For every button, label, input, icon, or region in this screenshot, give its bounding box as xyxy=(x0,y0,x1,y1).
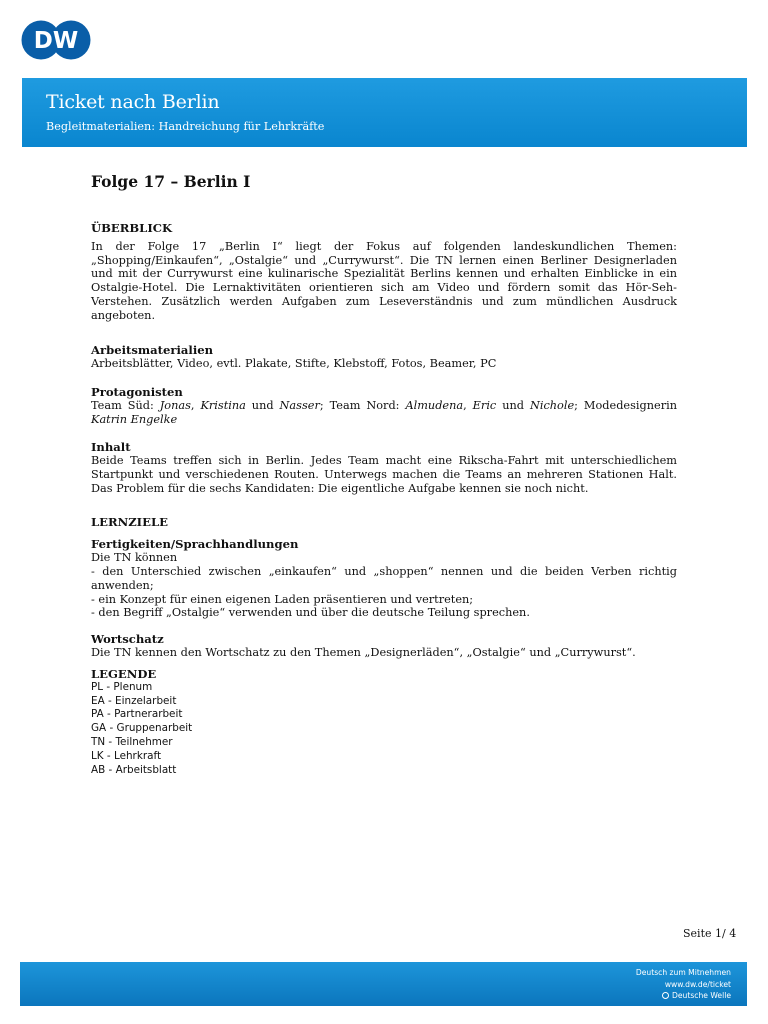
name-kristina: Kristina xyxy=(200,398,246,412)
materials-heading: Arbeitsmaterialien xyxy=(91,343,214,358)
skill-item: - den Begriff „Ostalgie“ verwenden und über die deutsche Teilung sprechen. xyxy=(91,606,530,620)
footer-brand-label: Deutsche Welle xyxy=(672,991,731,1000)
footer-brand xyxy=(636,990,731,1002)
content-text: Beide Teams treffen sich in Berlin. Jedes Team macht eine Rikscha-Fahrt mit unterschiedlichem Startpunkt und verschiedenen Routen. Unterwegs machen die Teams an mehreren Stationen Halt. Das Problem für die sechs Kandidaten: Die eigentliche Aufgabe kennen sie noch nicht. xyxy=(91,454,677,495)
dw-logo xyxy=(20,19,92,61)
footer-url[interactable]: www.dw.de/ticket xyxy=(664,979,731,989)
protagonists-block xyxy=(91,385,677,426)
legend-item: TN - Teilnehmer xyxy=(91,736,173,749)
name-almudena: Almudena xyxy=(405,398,464,412)
legend-item: PL - Plenum xyxy=(91,680,153,693)
legend-block xyxy=(91,667,677,778)
vocab-text: Die TN kennen den Wortschatz zu den Themen „Designerläden“, „Ostalgie“ und „Currywurst“. xyxy=(91,645,636,659)
name-nasser: Nasser xyxy=(279,398,320,412)
vocab-heading: Wortschatz xyxy=(91,631,164,646)
header-subtitle: Begleitmaterialien: Handreichung für Lehrkräfte xyxy=(46,120,325,133)
protagonists-text xyxy=(91,399,677,426)
legend-item: GA - Gruppenarbeit xyxy=(91,722,193,735)
name-nichole: Nichole xyxy=(529,398,575,412)
document-body xyxy=(91,172,677,778)
footer-line: Deutsch zum Mitnehmen xyxy=(635,968,731,977)
skills-heading: Fertigkeiten/Sprachhandlungen xyxy=(91,537,299,552)
footer-lines xyxy=(636,967,731,1002)
designer-label: ; Modedesignerin xyxy=(574,398,678,412)
overview-heading: ÜBERBLICK xyxy=(91,221,173,235)
legend-item: AB - Arbeitsblatt xyxy=(91,764,177,777)
header-title: Ticket nach Berlin xyxy=(46,91,220,113)
legend-heading: LEGENDE xyxy=(91,666,157,681)
conjunction: und xyxy=(245,398,280,412)
skill-item: - den Unterschied zwischen „einkaufen“ und „shoppen“ nennen und die beiden Verben richtig anwenden; xyxy=(91,565,677,592)
goals-block xyxy=(91,515,677,659)
materials-text: Arbeitsblätter, Video, evtl. Plakate, Stifte, Klebstoff, Fotos, Beamer, PC xyxy=(91,357,497,371)
materials-block xyxy=(91,343,677,371)
name-eric: Eric xyxy=(472,398,497,412)
separator: , xyxy=(463,398,473,412)
dw-logo-text: DW xyxy=(33,28,79,54)
legend-item: PA - Partnerarbeit xyxy=(91,708,183,721)
legend-item: EA - Einzelarbeit xyxy=(91,694,177,707)
dw-mini-logo-icon xyxy=(662,992,669,999)
page-number: Seite 1/ 4 xyxy=(683,927,737,940)
name-katrin-engelke: Katrin Engelke xyxy=(91,412,178,426)
protagonists-heading: Protagonisten xyxy=(91,384,183,399)
goals-heading: LERNZIELE xyxy=(91,515,168,530)
legend-list xyxy=(91,681,677,778)
name-jonas: Jonas xyxy=(159,398,191,412)
header-band xyxy=(22,78,747,147)
team-nord-label: ; Team Nord: xyxy=(319,398,406,412)
conjunction: und xyxy=(496,398,530,412)
skill-item: - ein Konzept für einen eigenen Laden präsentieren und vertreten; xyxy=(91,592,474,606)
separator: , xyxy=(190,398,201,412)
legend-item: LK - Lehrkraft xyxy=(91,750,162,763)
footer-band xyxy=(20,962,747,1006)
overview-text: In der Folge 17 „Berlin I“ liegt der Fokus auf folgenden landeskundlichen Themen: „Shopping/Einkaufen“, „Ostalgie“ und „Currywurst“. Die TN lernen einen Berliner Designerladen und mit der Currywurst eine kulinarische Spezialität Berlins kennen und erhalten Einblicke in ein Ostalgie-Hotel. Die Lernaktivitäten orientieren sich am Video und fördern somit das Hör-Seh-Verstehen. Zusätzlich werden Aufgaben zum Leseverständnis und zum mündlichen Ausdruck angeboten. xyxy=(91,240,677,322)
episode-title: Folge 17 – Berlin I xyxy=(91,172,251,191)
team-sued-label: Team Süd: xyxy=(91,398,160,412)
skills-intro: Die TN können xyxy=(91,551,178,565)
content-block xyxy=(91,440,677,495)
content-heading: Inhalt xyxy=(91,440,131,455)
